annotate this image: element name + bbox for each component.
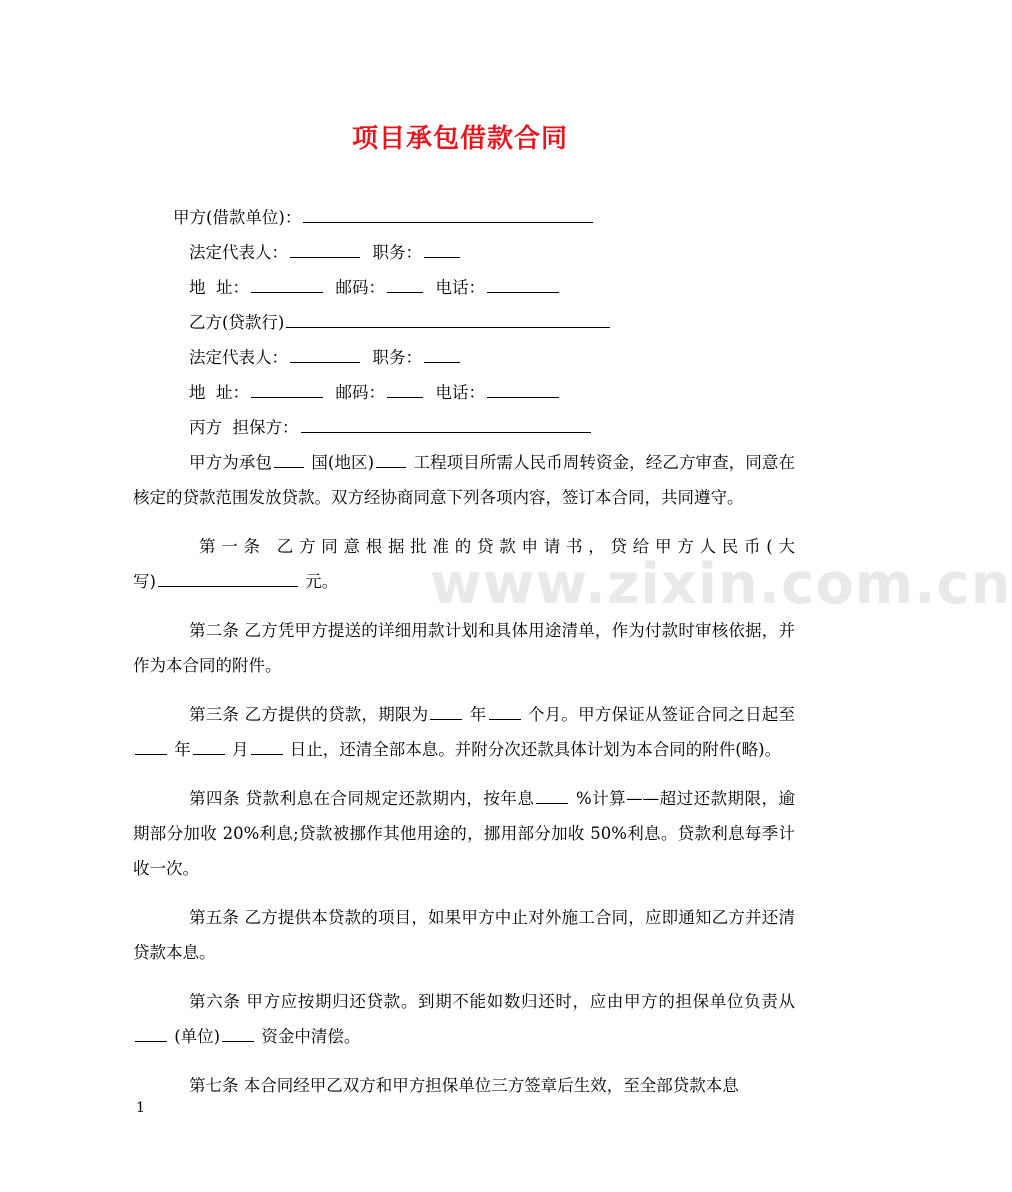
guarantor-blank bbox=[135, 1023, 167, 1042]
party-b-rep-line bbox=[133, 340, 795, 375]
position-label: 职务： bbox=[372, 348, 422, 367]
article-6: 第六条 甲方应按期归还贷款。到期不能如数归还时，应由甲方的担保单位负责从 (单位) 资金中清偿。 bbox=[133, 984, 795, 1054]
party-a-address-line bbox=[133, 270, 795, 305]
address-label: 地 址： bbox=[189, 278, 249, 297]
loan-amount-blank bbox=[158, 568, 298, 587]
article-1-line-2: 写) 元。 bbox=[133, 564, 795, 599]
postcode-blank bbox=[387, 379, 423, 398]
article-2: 第二条 乙方凭甲方提送的详细用款计划和具体用途清单，作为付款时审核依据，并作为本合同的附件。 bbox=[133, 621, 795, 675]
due-year-blank bbox=[135, 736, 167, 755]
due-day-blank bbox=[251, 736, 283, 755]
project-region-blank bbox=[376, 449, 406, 468]
phone-blank bbox=[487, 274, 559, 293]
postcode-label: 邮码： bbox=[335, 278, 385, 297]
party-c-label: 丙方 担保方： bbox=[189, 418, 299, 437]
postcode-label: 邮码： bbox=[335, 383, 385, 402]
party-b-blank bbox=[286, 309, 610, 328]
due-month-blank bbox=[193, 736, 225, 755]
position-blank bbox=[424, 239, 460, 258]
document-body bbox=[133, 200, 795, 1103]
postcode-blank bbox=[387, 274, 423, 293]
article-3: 第三条 乙方提供的贷款，期限为 年 个月。甲方保证从签证合同之日起至 年 月 日止，还清全部本息。并附分次还款具体计划为本合同的附件(略)。 bbox=[133, 697, 795, 767]
article-1-line-1: 第一条 乙方同意根据批准的贷款申请书，贷给甲方人民币(大 bbox=[199, 537, 795, 556]
address-label: 地 址： bbox=[189, 383, 249, 402]
party-a-blank bbox=[303, 204, 593, 223]
project-country-blank bbox=[274, 449, 304, 468]
term-years-blank bbox=[430, 701, 462, 720]
party-a-line bbox=[133, 200, 795, 235]
party-c-line bbox=[133, 410, 795, 445]
rep-blank bbox=[290, 344, 360, 363]
party-c-blank bbox=[301, 414, 591, 433]
party-b-label: 乙方(贷款行) bbox=[189, 313, 285, 332]
rep-label: 法定代表人： bbox=[189, 348, 288, 367]
address-blank bbox=[251, 379, 323, 398]
party-a-label: 甲方(借款单位)： bbox=[173, 208, 302, 227]
party-b-address-line bbox=[133, 375, 795, 410]
address-blank bbox=[251, 274, 323, 293]
party-b-line bbox=[133, 305, 795, 340]
page-number: 1 bbox=[136, 1100, 145, 1116]
rep-blank bbox=[290, 239, 360, 258]
term-months-blank bbox=[489, 701, 521, 720]
fund-source-blank bbox=[222, 1023, 254, 1042]
document-title: 项目承包借款合同 bbox=[351, 124, 568, 154]
interest-rate-blank bbox=[536, 785, 568, 804]
watermark: www.zixin.com.cn bbox=[430, 552, 1012, 617]
position-label: 职务： bbox=[372, 243, 422, 262]
article-7: 第七条 本合同经甲乙双方和甲方担保单位三方签章后生效，至全部贷款本息 bbox=[189, 1076, 739, 1095]
party-a-rep-line bbox=[133, 235, 795, 270]
phone-blank bbox=[487, 379, 559, 398]
article-5: 第五条 乙方提供本贷款的项目，如果甲方中止对外施工合同，应即通知乙方并还清贷款本息。 bbox=[133, 908, 795, 962]
article-4: 第四条 贷款利息在合同规定还款期内，按年息 %计算——超过还款期限，逾期部分加收 20%利息;贷款被挪作其他用途的，挪用部分加收 50%利息。贷款利息每季计收一次。 bbox=[133, 781, 795, 886]
position-blank bbox=[424, 344, 460, 363]
phone-label: 电话： bbox=[435, 383, 485, 402]
phone-label: 电话： bbox=[435, 278, 485, 297]
intro-paragraph: 甲方为承包 国(地区) 工程项目所需人民币周转资金，经乙方审查，同意在核定的贷款范围发放贷款。双方经协商同意下列各项内容，签订本合同，共同遵守。 bbox=[133, 445, 795, 515]
rep-label: 法定代表人： bbox=[189, 243, 288, 262]
